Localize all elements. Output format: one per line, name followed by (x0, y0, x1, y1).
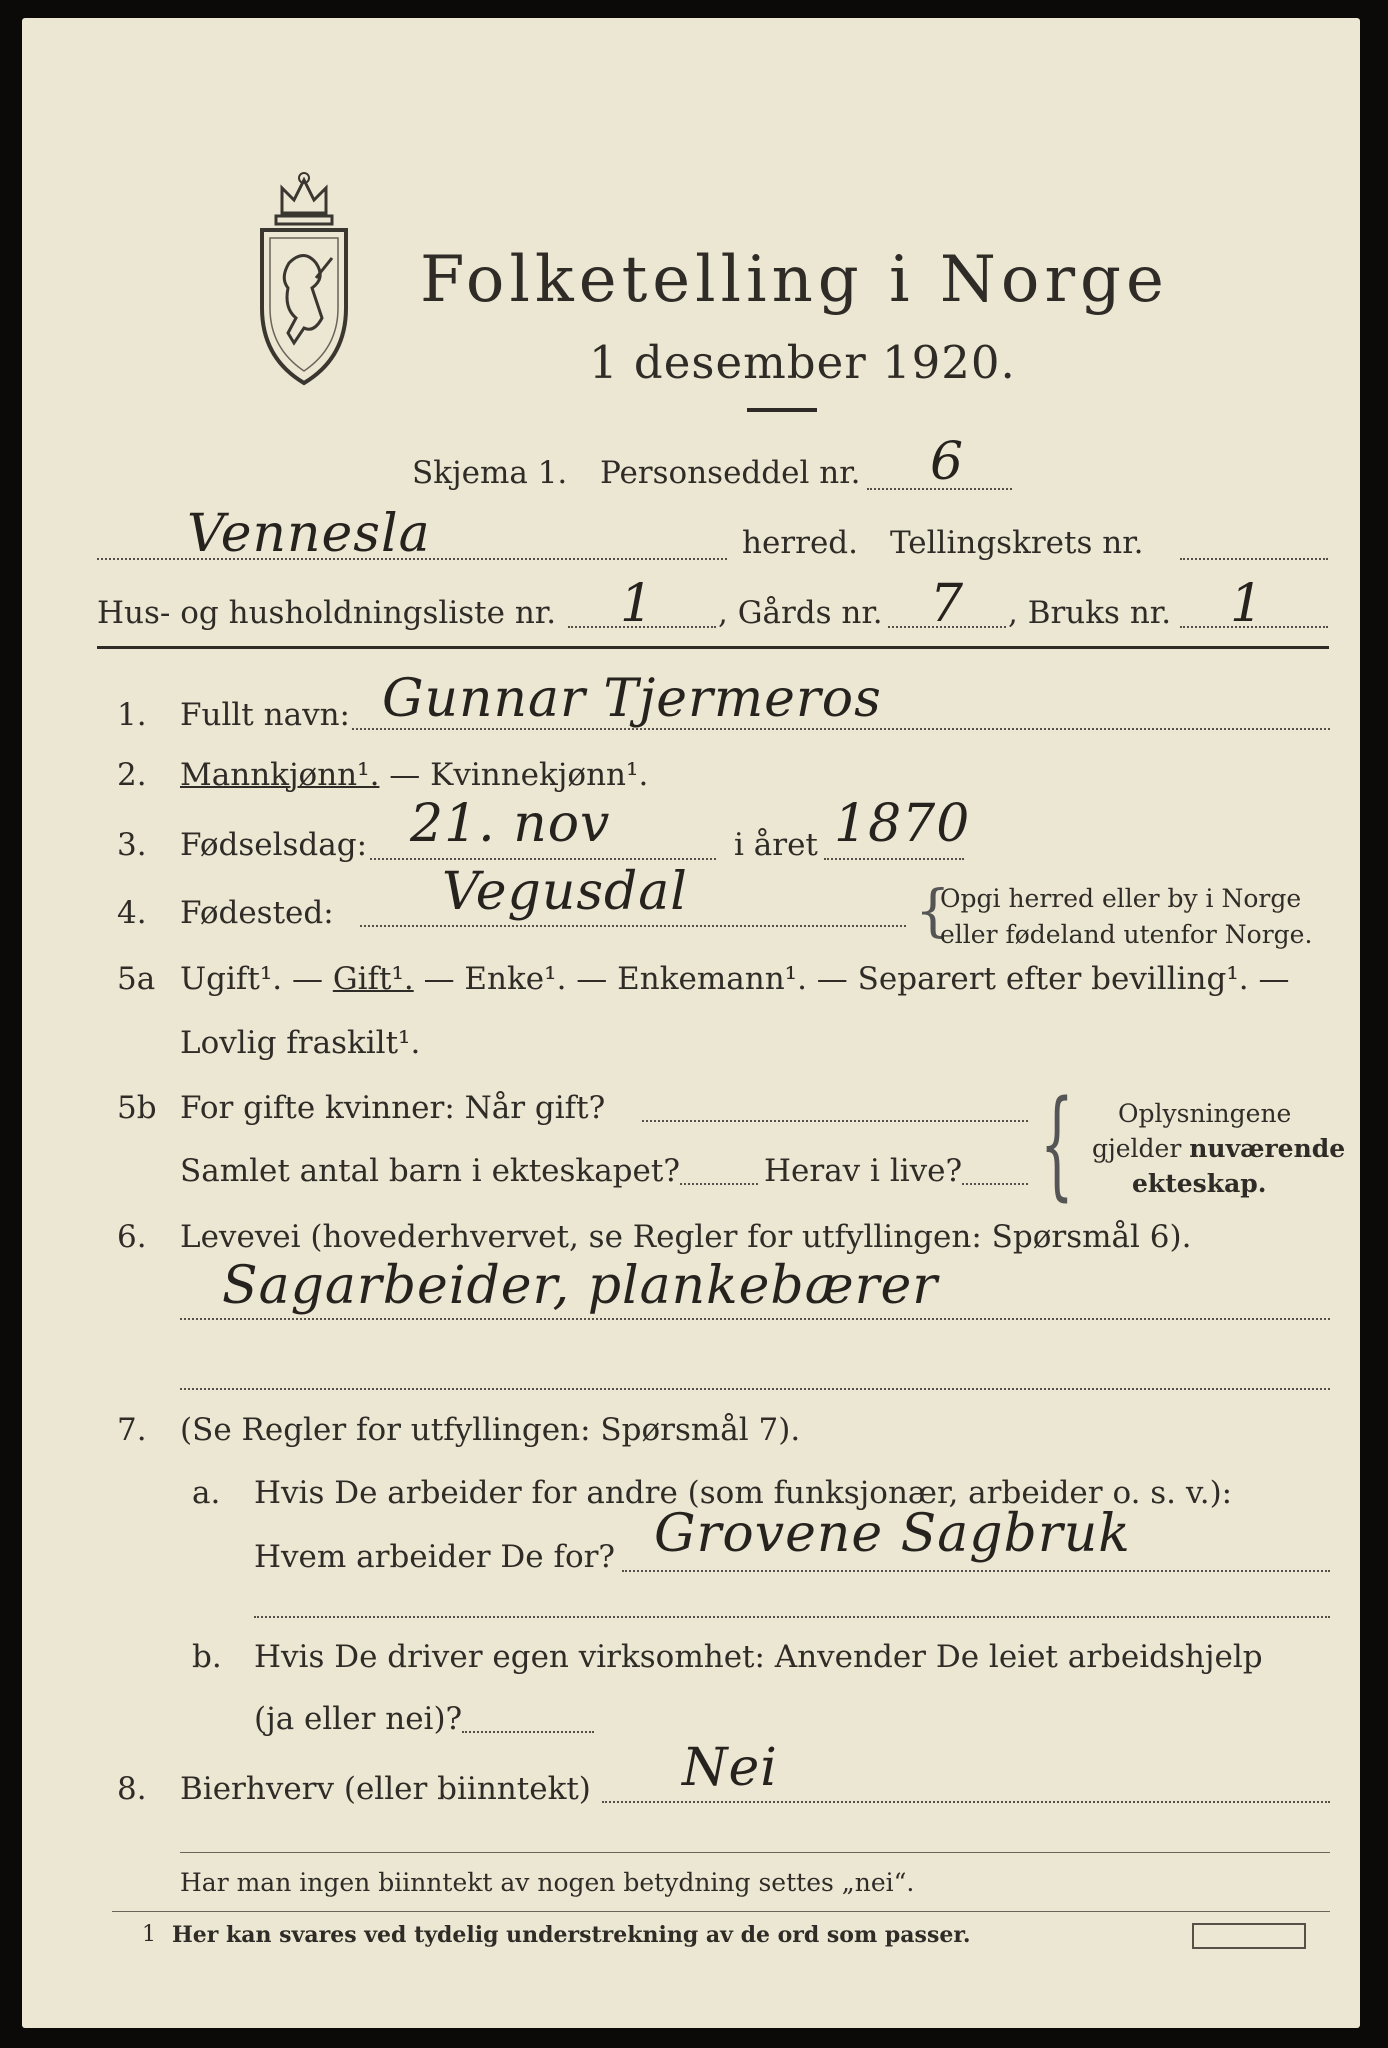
q8-number: 8. (117, 1771, 147, 1807)
q5a-number: 5a (117, 961, 156, 997)
personseddel-value: 6 (930, 432, 965, 492)
q7-label: (Se Regler for utfyllingen: Spørsmål 7). (180, 1412, 801, 1448)
herred-label: herred. (742, 525, 858, 561)
q5b-note-3: ekteskap. (1132, 1169, 1267, 1198)
q5b-note-2a: gjelder (1092, 1134, 1190, 1163)
q7a-question: Hvem arbeider De for? (254, 1539, 616, 1575)
q5b-brace: { (1040, 1074, 1074, 1212)
q5b-label-2: Samlet antal barn i ekteskapet? (180, 1153, 680, 1189)
q7a-text: Hvis De arbeider for andre (som funksjonær, arbeider o. s. v.): (254, 1475, 1233, 1511)
q7a-line-1 (622, 1570, 1330, 1572)
q6-line-2 (180, 1388, 1330, 1390)
tellingskrets-label: Tellingskrets nr. (890, 525, 1144, 561)
q2-separator: — (379, 757, 431, 793)
q7b-text: Hvis De driver egen virksomhet: Anvender De leiet arbeidshjelp (254, 1639, 1263, 1675)
q3-value: 21. nov (410, 794, 611, 854)
q2-options (180, 757, 649, 793)
form-date: 1 desember 1920. (589, 336, 1016, 389)
q4-number: 4. (117, 895, 147, 931)
q5b-note-2b: nuværende (1189, 1134, 1346, 1163)
q1-label: Fullt navn: (180, 697, 350, 733)
q6-value: Sagarbeider, plankebærer (222, 1256, 939, 1316)
q8-line (602, 1801, 1330, 1803)
q3-year-line (824, 858, 964, 860)
q5b-label-3: Herav i live? (764, 1153, 963, 1189)
q4-brace: { (915, 879, 951, 944)
q7b-line (462, 1731, 594, 1733)
q5b-number: 5b (117, 1090, 157, 1126)
bruks-value: 1 (1230, 574, 1265, 634)
q5b-line-1 (642, 1120, 1028, 1122)
q6-label: Levevei (hovederhvervet, se Regler for utfyllingen: Spørsmål 6). (180, 1219, 1192, 1255)
q4-note-1: Opgi herred eller by i Norge (940, 884, 1302, 913)
tellingskrets-line (1180, 558, 1328, 560)
q4-value: Vegusdal (442, 862, 688, 922)
q2-mannkjonn: Mannkjønn¹. (180, 757, 380, 793)
gards-value: 7 (930, 574, 965, 634)
gards-label: , Gårds nr. (718, 595, 883, 631)
husliste-value: 1 (620, 574, 655, 634)
q7-number: 7. (117, 1412, 147, 1448)
footnote-mark: 1 (142, 1922, 156, 1947)
q2-kvinnekjonn: Kvinnekjønn¹. (430, 757, 649, 793)
footnote-text: Her kan svares ved tydelig understrekning av de ord som passer. (172, 1922, 971, 1948)
title-rule (747, 408, 817, 412)
q3-line (370, 858, 716, 860)
q5b-line-3 (962, 1183, 1028, 1185)
skjema-label: Skjema 1. (412, 455, 568, 491)
q5a-ugift: Ugift¹. (180, 961, 283, 997)
q5a-separator: — (282, 961, 333, 997)
q5b-line-2 (680, 1183, 758, 1185)
q2-number: 2. (117, 757, 147, 793)
q4-line (360, 925, 906, 927)
q7a-line-2 (254, 1616, 1330, 1618)
q3-year-value: 1870 (834, 794, 971, 854)
q5a-options (180, 961, 1290, 997)
q7a-value: Grovene Sagbruk (654, 1504, 1131, 1564)
herred-value: Vennesla (187, 504, 431, 564)
printer-stamp-icon (1192, 1923, 1306, 1949)
q1-value: Gunnar Tjermeros (382, 669, 882, 729)
personseddel-label: Personseddel nr. (600, 455, 861, 491)
coat-of-arms-icon (244, 168, 364, 388)
q5b-label-1: For gifte kvinner: Når gift? (180, 1090, 606, 1126)
q3-label: Fødselsdag: (180, 827, 368, 863)
bruks-label: , Bruks nr. (1008, 595, 1172, 631)
footer-divider (180, 1852, 1330, 1853)
q6-line-1 (180, 1318, 1330, 1320)
footnote-divider (112, 1911, 1330, 1912)
q7a-letter: a. (192, 1475, 221, 1511)
q8-label: Bierhverv (eller biinntekt) (180, 1771, 591, 1807)
q7b-letter: b. (192, 1639, 222, 1675)
census-form (22, 18, 1360, 2028)
header-divider (97, 646, 1329, 649)
husliste-label: Hus- og husholdningsliste nr. (97, 595, 557, 631)
q6-number: 6. (117, 1219, 147, 1255)
q5b-note-2 (1092, 1136, 1345, 1161)
form-title: Folketelling i Norge (420, 243, 1169, 317)
q4-note-2: eller fødeland utenfor Norge. (940, 920, 1313, 949)
footer-note: Har man ingen biinntekt av nogen betydning settes „nei“. (180, 1868, 915, 1897)
q5b-note-1: Oplysningene (1118, 1099, 1292, 1128)
q7b-question: (ja eller nei)? (254, 1701, 463, 1737)
q8-value: Nei (682, 1738, 778, 1798)
q5a-line-2: Lovlig fraskilt¹. (180, 1025, 421, 1061)
q5a-gift: Gift¹. (332, 961, 414, 997)
q3-year-label: i året (734, 827, 818, 863)
q5a-rest: — Enke¹. — Enkemann¹. — Separert efter bevilling¹. — (413, 961, 1290, 997)
q1-number: 1. (117, 697, 147, 733)
q4-label: Fødested: (180, 895, 334, 931)
q3-number: 3. (117, 827, 147, 863)
